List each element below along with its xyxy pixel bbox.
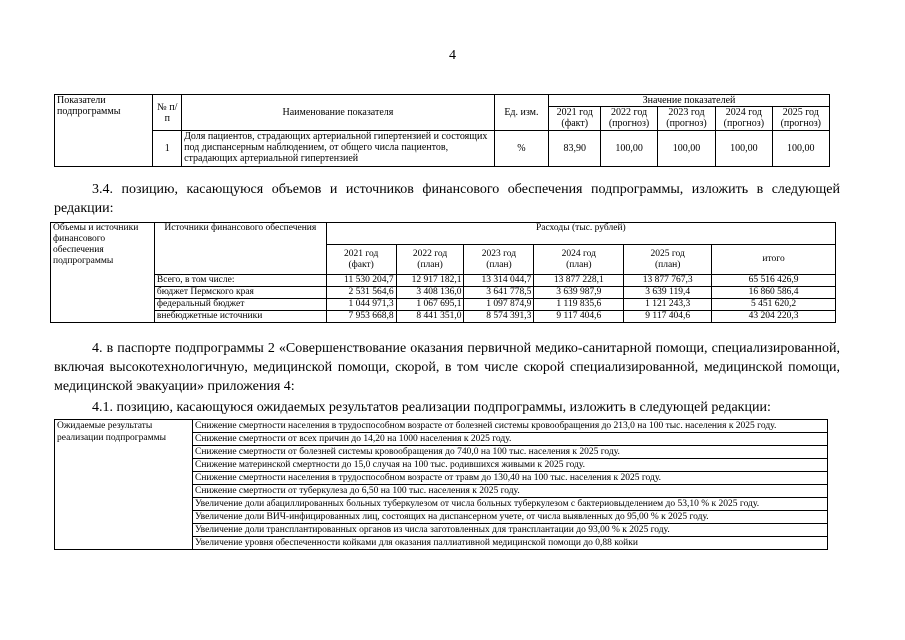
paragraph-4-1: 4.1. позицию, касающуюся ожидаемых результатов реализации подпрограммы, изложить в следующей редакции: bbox=[92, 400, 771, 415]
result-item: Увеличение уровня обеспеченности койками для оказания паллиативной медицинской помощи до 0,88 койки bbox=[193, 537, 828, 550]
expense-value: 11 530 204,7 bbox=[326, 275, 396, 287]
source-name: Всего, в том числе: bbox=[154, 275, 326, 287]
table-row bbox=[51, 275, 836, 287]
result-item: Снижение смертности от всех причин до 14,20 на 1000 населения к 2025 году. bbox=[193, 433, 828, 446]
indicator-unit: % bbox=[494, 131, 548, 167]
expense-value: 2 531 564,6 bbox=[326, 287, 396, 299]
year-note: (прогноз) bbox=[780, 118, 821, 129]
year-label: 2021 год bbox=[343, 248, 379, 259]
year-note: (план) bbox=[417, 259, 443, 270]
row-number: 1 bbox=[153, 131, 182, 167]
year-note: (прогноз) bbox=[608, 118, 650, 129]
year-note: (факт) bbox=[348, 259, 374, 270]
indicator-value: 100,00 bbox=[772, 131, 829, 167]
year-label: 2025 год bbox=[782, 107, 819, 118]
expense-value: 1 067 695,1 bbox=[396, 299, 464, 311]
year-label: 2024 год bbox=[561, 248, 596, 259]
result-item: Увеличение доли трансплантированных органов из числа заготовленных для трансплантации до 93,00 % к 2025 году. bbox=[193, 524, 828, 537]
result-item: Увеличение доли ВИЧ-инфицированных лиц, состоящих на диспансерном учете, от числа выявленных до 95,00 % к 2025 году. bbox=[193, 511, 828, 524]
expense-value: 3 639 119,4 bbox=[624, 287, 712, 299]
year-header bbox=[657, 107, 715, 131]
year-label: 2025 год bbox=[650, 248, 685, 259]
paragraph-4: 4. в паспорте подпрограммы 2 «Совершенствование оказания первичной медико-санитарной помощи, специализированной, включая высокотехнологичную, медицинской помощи, скорой, в том числе скорой специализированной, медицинской помощи, медицинской эвакуации» приложения 4: bbox=[54, 341, 840, 394]
year-header bbox=[326, 245, 396, 275]
expected-results-label: Ожидаемые результаты реализации подпрограммы bbox=[55, 420, 193, 550]
indicator-value: 100,00 bbox=[716, 131, 772, 167]
year-label: 2023 год bbox=[668, 107, 705, 118]
sources-header: Источники финансового обеспечения bbox=[154, 223, 326, 275]
expense-value: 13 877 228,1 bbox=[534, 275, 624, 287]
year-header bbox=[624, 245, 712, 275]
year-note: (план) bbox=[566, 259, 592, 270]
year-header bbox=[464, 245, 534, 275]
source-name: бюджет Пермского края bbox=[154, 287, 326, 299]
table-row bbox=[51, 311, 836, 323]
indicator-name-header: Наименование показателя bbox=[182, 95, 495, 131]
result-item: Снижение смертности от туберкулеза до 6,50 на 100 тыс. населения к 2025 году. bbox=[193, 485, 828, 498]
source-name: внебюджетные источники bbox=[154, 311, 326, 323]
year-header bbox=[396, 245, 464, 275]
expense-value: 3 408 136,0 bbox=[396, 287, 464, 299]
expense-total: 16 860 586,4 bbox=[712, 287, 836, 299]
expense-value: 8 574 391,3 bbox=[464, 311, 534, 323]
indicator-name: Доля пациентов, страдающих артериальной гипертензией и состоящих под диспансерным наблюдением, от общего числа пациентов, страдающих артериальной гипертензией bbox=[182, 131, 495, 167]
expense-value: 1 121 243,3 bbox=[624, 299, 712, 311]
expenses-header: Расходы (тыс. рублей) bbox=[326, 223, 835, 245]
year-note: (план) bbox=[654, 259, 681, 270]
result-item: Снижение смертности населения в трудоспособном возрасте от травм до 130,40 на 100 тыс. населения к 2025 году. bbox=[193, 472, 828, 485]
result-item: Увеличение доли абациллированных больных туберкулезом от числа больных туберкулезом с бактериовыделением до 53,10 % к 2025 году. bbox=[193, 498, 828, 511]
expense-value: 9 117 404,6 bbox=[624, 311, 712, 323]
expense-value: 9 117 404,6 bbox=[534, 311, 624, 323]
result-item: Снижение смертности населения в трудоспособном возрасте от болезней системы кровообращения до 213,0 на 100 тыс. населения к 2025 году. bbox=[193, 420, 828, 433]
year-note: (прогноз) bbox=[723, 118, 765, 129]
year-note: (факт) bbox=[561, 118, 589, 129]
expense-value: 13 877 767,3 bbox=[624, 275, 712, 287]
values-header: Значение показателей bbox=[549, 95, 830, 107]
year-label: 2022 год bbox=[610, 107, 648, 118]
result-item: Снижение материнской смертности до 15,0 случая на 100 тыс. родившихся живыми к 2025 году. bbox=[193, 459, 828, 472]
source-name: федеральный бюджет bbox=[154, 299, 326, 311]
year-header bbox=[716, 107, 772, 131]
expense-value: 1 097 874,9 bbox=[464, 299, 534, 311]
year-label: 2023 год bbox=[481, 248, 517, 259]
expected-results-table bbox=[54, 419, 828, 550]
expense-value: 1 044 971,3 bbox=[326, 299, 396, 311]
expense-total: 5 451 620,2 bbox=[712, 299, 836, 311]
year-header bbox=[772, 107, 829, 131]
indicator-value: 83,90 bbox=[549, 131, 601, 167]
year-label: 2021 год bbox=[556, 107, 593, 118]
year-note: (план) bbox=[486, 259, 512, 270]
total-header: итого bbox=[712, 245, 836, 275]
year-label: 2024 год bbox=[725, 107, 762, 118]
table-row bbox=[51, 299, 836, 311]
expense-value: 3 641 778,5 bbox=[464, 287, 534, 299]
number-header: № п/п bbox=[153, 95, 182, 131]
year-header bbox=[601, 107, 657, 131]
unit-header: Ед. изм. bbox=[494, 95, 548, 131]
indicators-header: Показатели подпрограммы bbox=[55, 95, 153, 167]
expense-value: 3 639 987,9 bbox=[534, 287, 624, 299]
year-note: (прогноз) bbox=[666, 118, 707, 129]
expense-value: 12 917 182,1 bbox=[396, 275, 464, 287]
expense-total: 65 516 426,9 bbox=[712, 275, 836, 287]
indicator-value: 100,00 bbox=[657, 131, 715, 167]
year-header bbox=[549, 107, 601, 131]
table-row bbox=[51, 287, 836, 299]
financing-table bbox=[50, 222, 836, 323]
year-header bbox=[534, 245, 624, 275]
expense-value: 1 119 835,6 bbox=[534, 299, 624, 311]
result-item: Снижение смертности от болезней системы кровообращения до 740,0 на 100 тыс. населения к 2025 году. bbox=[193, 446, 828, 459]
expense-value: 8 441 351,0 bbox=[396, 311, 464, 323]
paragraph-3-4: 3.4. позицию, касающуюся объемов и источников финансового обеспечения подпрограммы, изложить в следующей редакции: bbox=[54, 182, 840, 216]
expense-value: 13 314 044,7 bbox=[464, 275, 534, 287]
year-label: 2022 год bbox=[412, 248, 448, 259]
indicator-value: 100,00 bbox=[601, 131, 657, 167]
expense-value: 7 953 668,8 bbox=[326, 311, 396, 323]
financing-label: Объемы и источники финансового обеспечения подпрограммы bbox=[51, 223, 155, 323]
indicators-table bbox=[54, 94, 830, 167]
expense-total: 43 204 220,3 bbox=[712, 311, 836, 323]
page-number: 4 bbox=[449, 48, 456, 63]
